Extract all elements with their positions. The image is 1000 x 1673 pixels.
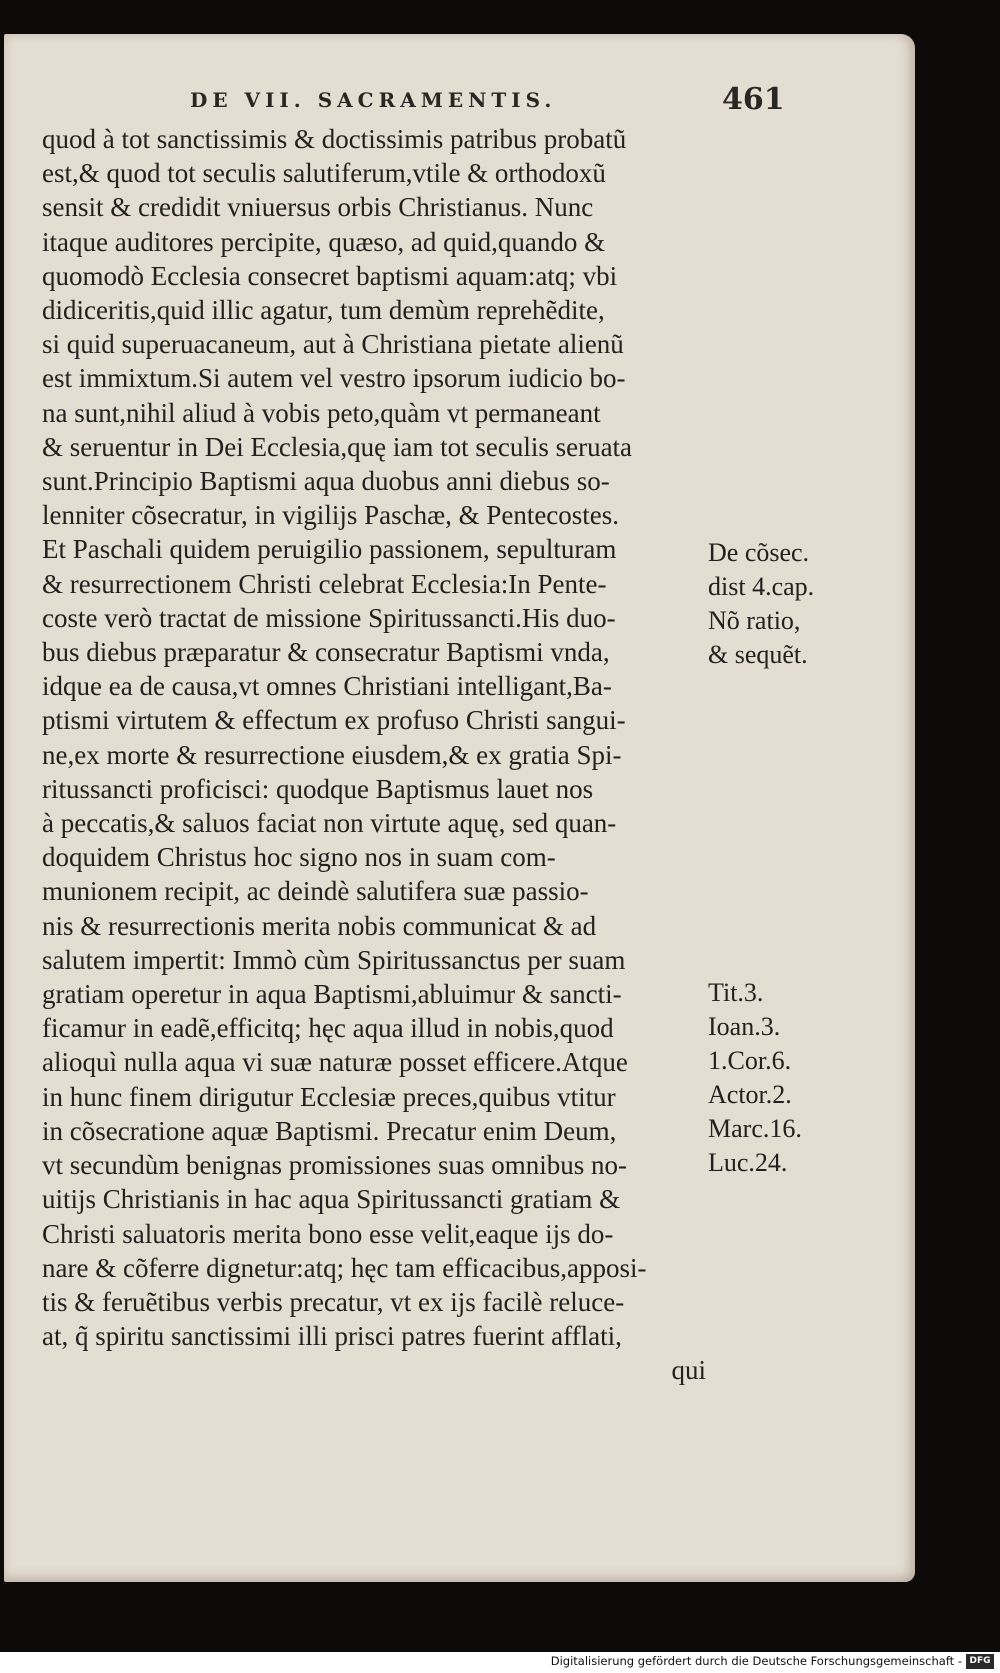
text-line: & seruentur in Dei Ecclesia,quę iam tot seculis seruata	[42, 431, 633, 462]
text-line: itaque auditores percipite, quæso, ad quid,quando &	[42, 226, 606, 257]
text-line: in hunc finem dirigutur Ecclesiæ preces,quibus vtitur	[42, 1081, 616, 1112]
text-line: idque ea de causa,vt omnes Christiani intelligant,Ba-	[42, 671, 612, 702]
text-line: ptismi virtutem & effectum ex profuso Christi sangui-	[42, 705, 626, 736]
text-line: tis & feruẽtibus verbis precatur, vt ex ijs facilè reluce-	[42, 1286, 625, 1317]
margin-note-scripture-refs	[708, 976, 908, 1180]
text-line: à peccatis,& saluos faciat non virtute aquę, sed quan-	[42, 808, 617, 839]
text-line: est,& quod tot seculis salutiferum,vtile & orthodoxũ	[42, 158, 606, 189]
page-number: 461	[722, 82, 785, 117]
funding-credit: Digitalisierung gefördert durch die Deutsche Forschungsgemeinschaft -	[550, 1654, 962, 1668]
text-line: na sunt,nihil aliud à vobis peto,quàm vt permaneant	[42, 397, 601, 428]
text-line: salutem impertit: Immò cùm Spiritussanctus per suam	[42, 944, 626, 975]
text-line: Et Paschali quidem peruigilio passionem, sepulturam	[42, 534, 617, 565]
text-line: sensit & credidit vniuersus orbis Christianus. Nunc	[42, 192, 594, 223]
body-text	[42, 122, 706, 1388]
margin-note-line: Nõ ratio,	[708, 606, 801, 635]
margin-note-decretum	[708, 536, 908, 672]
text-line: si quid superuacaneum, aut à Christiana pietate alienũ	[42, 329, 624, 360]
text-line: coste verò tractat de missione Spiritussancti.His duo-	[42, 602, 616, 633]
text-line: nis & resurrectionis merita nobis communicat & ad	[42, 910, 597, 941]
margin-note-line: & sequẽt.	[708, 640, 808, 669]
margin-note-line: De cõsec.	[708, 538, 810, 567]
margin-note-line: Actor.2.	[708, 1080, 792, 1109]
dfg-logo: DFG	[966, 1654, 994, 1669]
text-line: & resurrectionem Christi celebrat Ecclesia:In Pente-	[42, 568, 607, 599]
text-line: est immixtum.Si autem vel vestro ipsorum iudicio bo-	[42, 363, 626, 394]
text-line: Christi saluatoris merita bono esse velit,eaque ijs do-	[42, 1218, 614, 1249]
margin-note-line: 1.Cor.6.	[708, 1046, 792, 1075]
text-line: sunt.Principio Baptismi aqua duobus anni diebus so-	[42, 466, 610, 497]
text-line: didiceritis,quid illic agatur, tum demùm reprehẽdite,	[42, 295, 605, 326]
text-line: ficamur in eadẽ,efficitq; hęc aqua illud in nobis,quod	[42, 1013, 614, 1044]
text-line: gratiam operetur in aqua Baptismi,abluimur & sancti-	[42, 979, 622, 1010]
text-line: bus diebus præparatur & consecratur Baptismi vnda,	[42, 637, 610, 668]
text-line: quomodò Ecclesia consecret baptismi aquam:atq; vbi	[42, 260, 618, 291]
text-line: nare & cõferre dignetur:atq; hęc tam efficacibus,apposi-	[42, 1252, 647, 1283]
margin-note-line: Marc.16.	[708, 1114, 802, 1143]
margin-note-line: Luc.24.	[708, 1148, 788, 1177]
running-title: DE VII. SACRAMENTIS.	[190, 88, 557, 112]
text-line: quod à tot sanctissimis & doctissimis patribus probatũ	[42, 124, 627, 154]
margin-note-line: dist 4.cap.	[708, 572, 815, 601]
text-line: uitijs Christianis in hac aqua Spiritussancti gratiam &	[42, 1184, 621, 1215]
text-line: munionem recipit, ac deindè salutifera suæ passio-	[42, 876, 589, 907]
text-line: alioquì nulla aqua vi suæ naturæ posset efficere.Atque	[42, 1047, 628, 1078]
text-line: at, q̃ spiritu sanctissimi illi prisci patres fuerint afflati,	[42, 1321, 622, 1352]
text-line: in cõsecratione aquæ Baptismi. Precatur enim Deum,	[42, 1115, 617, 1146]
catchword: qui	[671, 1355, 706, 1386]
text-line: doquidem Christus hoc signo nos in suam com-	[42, 842, 556, 873]
text-line: vt secundùm benignas promissiones suas omnibus no-	[42, 1150, 627, 1181]
margin-note-line: Tit.3.	[708, 978, 764, 1007]
text-line: ne,ex morte & resurrectione eiusdem,& ex gratia Spi-	[42, 739, 622, 770]
text-line: ritussancti proficisci: quodque Baptismus lauet nos	[42, 773, 594, 804]
margin-note-line: Ioan.3.	[708, 1012, 781, 1041]
text-line: lenniter cõsecratur, in vigilijs Paschæ, & Pentecostes.	[42, 500, 620, 531]
